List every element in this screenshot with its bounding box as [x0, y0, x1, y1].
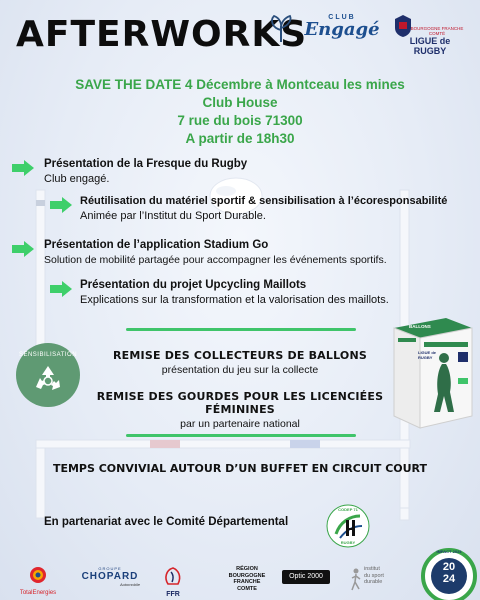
- arrow-right-icon: [50, 281, 72, 297]
- convivial-heading: TEMPS CONVIVIAL AUTOUR D’UN BUFFET EN CIRCUIT COURT: [52, 462, 428, 475]
- optic-2000-logo: [282, 570, 330, 584]
- collecteurs-heading: REMISE DES COLLECTEURS DE BALLONS: [113, 349, 367, 362]
- ligue-name: LIGUE de RUGBY: [409, 36, 451, 56]
- program-title: Réutilisation du matériel sportif & sensibilisation à l’écoresponsabilité: [80, 195, 448, 207]
- club-logo-small: CLUB: [328, 14, 356, 21]
- divider-line: [126, 328, 356, 331]
- ball-collector-box-image: [388, 312, 474, 430]
- box-label-top: BALLONS: [409, 324, 431, 329]
- region-line: RÉGION: [236, 566, 258, 572]
- arrow-right-icon: [12, 241, 34, 257]
- chopard-group: GROUPE: [98, 566, 122, 571]
- partner-text: En partenariat avec le Comité Départemental: [44, 516, 289, 528]
- program-desc: Solution de mobilité partagée pour accompagner les événements sportifs.: [44, 254, 387, 266]
- impact-year-top: 20: [442, 561, 456, 573]
- optic-text: Optic 2000: [289, 573, 323, 580]
- leaf-icon: [268, 14, 294, 44]
- arrow-right-icon: [50, 197, 72, 213]
- program-desc: Club engagé.: [44, 173, 110, 185]
- save-date-line4: A partir de 18h30: [185, 131, 295, 146]
- institut-sport-durable-logo: [350, 566, 400, 586]
- gourdes-block: [70, 390, 410, 430]
- institut-line: institut: [364, 566, 380, 572]
- ligue-sub: BOURGOGNE FRANCHE COMTÉ: [410, 26, 464, 36]
- save-date-line3: 7 rue du bois 71300: [177, 113, 303, 128]
- comite-bottom-text: RUGBY: [340, 540, 356, 545]
- page-title: AFTERWORKS: [16, 14, 308, 55]
- chopard-logo: [80, 566, 140, 587]
- collecteurs-block: [70, 349, 410, 376]
- region-line: FRANCHE: [233, 579, 261, 585]
- institut-line: du sport: [364, 572, 384, 579]
- institut-line: durable: [364, 579, 383, 585]
- region-line: BOURGOGNE: [228, 572, 266, 579]
- program-desc: Animée par l’Institut du Sport Durable.: [80, 210, 266, 222]
- rooster-icon: [162, 566, 184, 586]
- divider-line: [126, 434, 356, 437]
- program-title: Présentation de la Fresque du Rugby: [44, 158, 248, 170]
- ligue-rugby-logo: [394, 14, 466, 56]
- program-desc: Explications sur la transformation et la valorisation des maillots.: [80, 294, 389, 306]
- program-title: Présentation de l’application Stadium Go: [44, 239, 269, 251]
- totalenergies-text: TotalEnergies: [19, 590, 57, 596]
- runner-icon: [350, 568, 362, 592]
- collecteurs-sub: présentation du jeu sur la collecte: [161, 364, 319, 376]
- arrow-right-icon: [12, 160, 34, 176]
- ffr-text: FFR: [166, 591, 180, 598]
- totalenergies-icon: [25, 566, 51, 584]
- save-date-line1: SAVE THE DATE 4 Décembre à Montceau les mines: [75, 77, 405, 92]
- club-logo-big: Engagé: [304, 19, 380, 40]
- gourdes-heading: REMISE DES GOURDES POUR LES LICENCIÉES FÉMININES: [96, 390, 384, 416]
- chopard-name: CHOPARD: [81, 571, 139, 582]
- save-date-line2: Club House: [202, 95, 278, 110]
- sensibilisation-label: SENSIBILISATION: [18, 352, 78, 358]
- program-item-stadium-go: [12, 238, 452, 272]
- totalenergies-logo: [14, 566, 62, 596]
- program-item-upcycling: [50, 278, 470, 312]
- chopard-sub: Automobile: [119, 582, 140, 587]
- program-title: Présentation du projet Upcycling Maillots: [80, 279, 307, 291]
- region-line: COMTE: [237, 585, 257, 592]
- save-the-date-block: [0, 76, 480, 148]
- impact-ring-text: IMPACT 2024: [436, 549, 462, 554]
- program-item-fresque: [12, 157, 452, 191]
- ffr-logo: [158, 566, 188, 598]
- comite-top-text: CODEP 71: [338, 507, 358, 512]
- box-label-side: LIGUE de RUGBY: [418, 350, 437, 360]
- club-engage-logo: [304, 14, 380, 46]
- region-bfc-logo: [222, 566, 272, 592]
- gourdes-sub: par un partenaire national: [180, 418, 300, 430]
- recycle-icon: [32, 363, 64, 393]
- impact-year-bottom: 24: [442, 573, 456, 585]
- program-item-reutilisation: [50, 194, 470, 228]
